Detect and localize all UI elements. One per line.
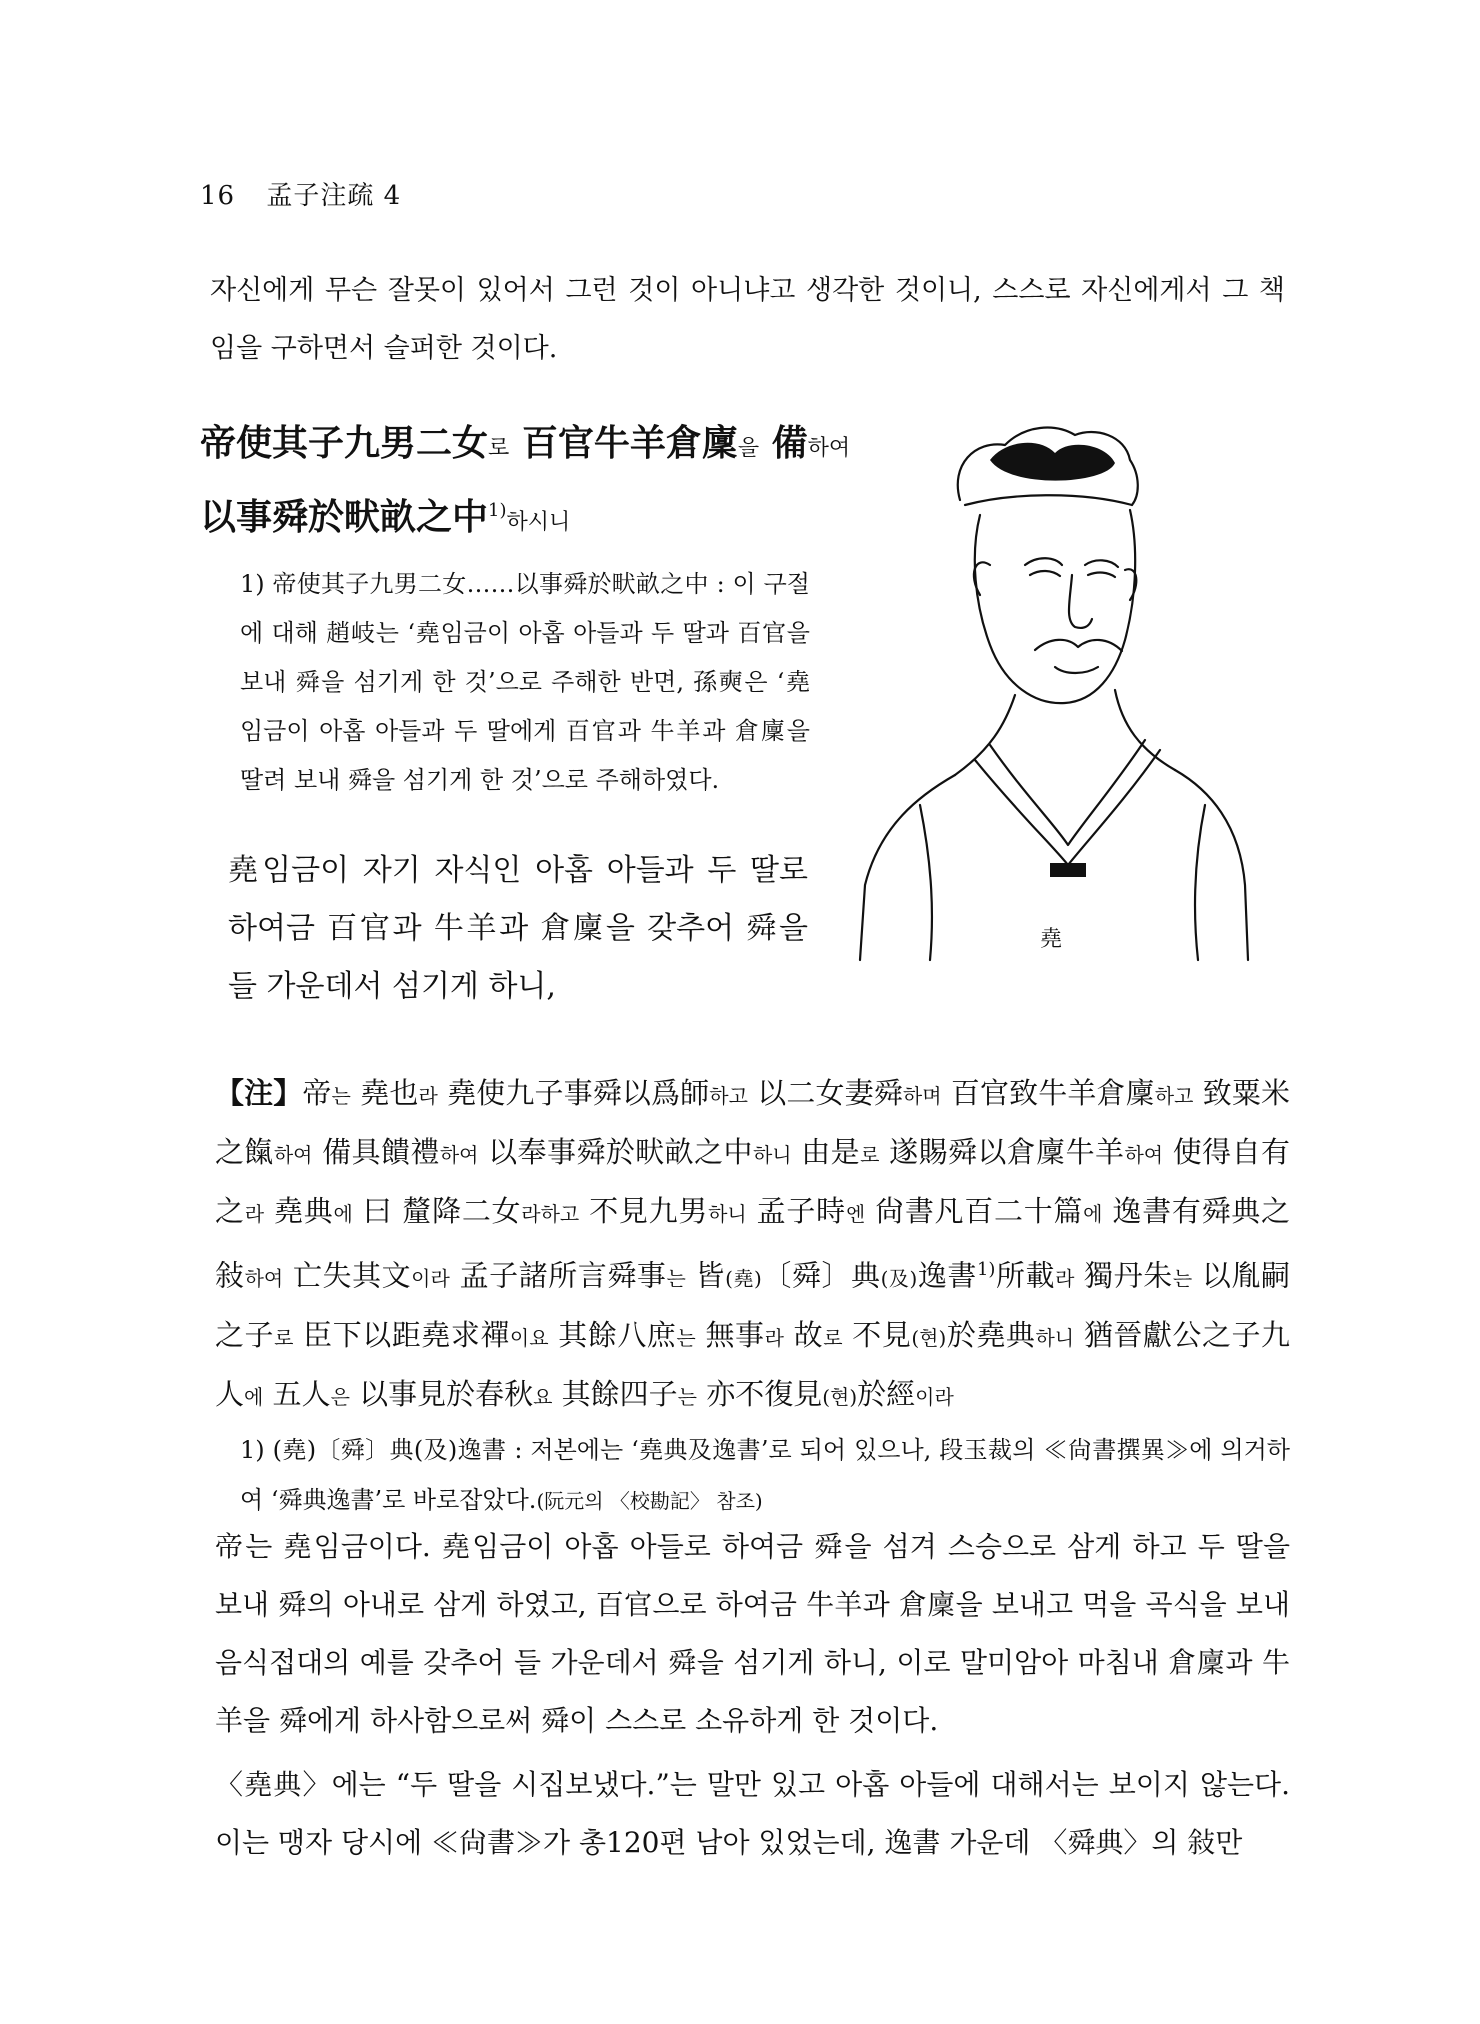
page-number: 16 [200,181,236,211]
note-text: 孟子諸所言舜事 [449,1258,667,1293]
footnote-marker: 1) [488,500,507,521]
note-particle: 하여 [1124,1143,1164,1167]
note-text: 致粟米之餼 [215,1076,1291,1169]
note-particle: (堯) [725,1266,762,1291]
note-text: 所載 [995,1258,1056,1293]
classic-hanja: 百官牛羊倉廩 [509,422,738,464]
classic-line-1 [200,412,851,480]
note-particle: 에 [1083,1202,1103,1226]
note-text: 堯也 [350,1076,419,1110]
note-text: 孟子時 [746,1194,846,1228]
note-text: 百官致牛羊倉廩 [941,1076,1155,1110]
note-text: 不見九男 [579,1194,709,1228]
note-text: 以二女妻舜 [747,1076,903,1110]
note-particle: 라 [764,1325,784,1350]
classic-hanja: 以事舜於畎畝之中 [200,496,489,538]
note-text: 無事 [695,1317,765,1352]
note-text: 其餘四子 [552,1376,678,1411]
note-particle: 로 [274,1325,294,1350]
footnote-marker: 1) [976,1259,996,1280]
note-text: 亦不復見 [696,1376,823,1411]
footnote-2-reference: (阮元의 〈校勘記〉 참조) [536,1489,763,1513]
note-particle: (及) [880,1266,918,1291]
note-particle: 는 [677,1384,697,1409]
note-text: 尙書凡百二十篇 [865,1194,1084,1228]
note-text: 其餘八庶 [548,1317,677,1352]
note-text: 以奉事舜於畎畝之中 [478,1135,753,1169]
classic-particle: 하여 [807,436,851,461]
note-text: 堯典 [264,1194,334,1228]
note-particle: 하여 [244,1266,284,1291]
note-text: 五人 [263,1376,331,1411]
note-text: 於經 [857,1376,916,1411]
note-particle: 는 [666,1266,686,1291]
note-particle: 요 [533,1384,553,1409]
note-text: 以事見於春秋 [349,1376,534,1411]
body-paragraph-2: 〈堯典〉에는 “두 딸을 시집보냈다.”는 말만 있고 아홉 아들에 대해서는 보이지 않는다. 이는 맹자 당시에 ≪尙書≫가 총120편 남아 있었는데, 逸書 가운데 〈舜典〉의 敍만 [215,1768,1290,1859]
note-particle: 는 [1172,1266,1193,1291]
note-particle: 하니 [708,1202,747,1226]
note-text: 於堯典 [946,1317,1036,1352]
portrait-caption: 堯 [1040,927,1063,952]
translation-paragraph: 堯임금이 자기 자식인 아홉 아들과 두 딸로 하여금 百官과 牛羊과 倉廩을 갖추어 舜을 들 가운데서 섬기게 하니, [228,853,808,1004]
classic-particle: 로 [488,436,510,461]
note-particle: (현) [911,1325,947,1350]
running-header [200,175,401,212]
note-text: 備具饋禮 [312,1135,440,1169]
note-particle: 로 [860,1143,880,1167]
note-text: 〔舜〕典 [761,1258,881,1293]
note-particle: 는 [331,1084,351,1108]
classic-hanja: 帝使其子九男二女 [200,422,489,464]
note-particle: 는 [676,1325,696,1350]
note-particle: 라 [244,1202,265,1226]
note-particle: 하여 [439,1143,479,1167]
note-particle: 하니 [752,1143,792,1167]
body-paragraph-1: 帝는 堯임금이다. 堯임금이 아홉 아들로 하여금 舜을 섬겨 스승으로 삼게 하고 두 딸을 보내 舜의 아내로 삼게 하였고, 百官으로 하여금 牛羊과 倉廩을 보내고 먹을 곡식을 보내 음식접대의 예를 갖추어 들 가운데서 舜을 섬기게 하니, 이로 말미암아 마침내 倉廩과 牛羊을 舜에게 하사함으로써 舜이 스스로 소유하게 한 것이다. [215,1530,1290,1737]
classic-particle: 하시니 [506,510,571,535]
note-particle: 에 [333,1202,353,1226]
note-particle: 하고 [709,1084,748,1108]
footnote-1: 1) 帝使其子九男二女……以事舜於畎畝之中 : 이 구절에 대해 趙岐는 ‘堯임금이 아홉 아들과 두 딸과 百官을 보내 舜을 섬기게 한 것’으로 주해한 반면, 孫奭은 ‘堯임금이 아홉 아들과 두 딸에게 百官과 牛羊과 倉廩을 딸려 보내 舜을 섬기게 한 것’으로 주해하였다. [240,570,810,794]
classic-particle: 을 [737,436,760,461]
note-particle: (현) [822,1384,858,1409]
note-text: 逸書有舜典之敍 [215,1194,1291,1293]
note-text: 亡失其文 [283,1258,412,1293]
commentary-note [215,1065,1290,1425]
note-text: 逸書 [917,1258,977,1293]
note-particle: 라 [418,1084,438,1108]
note-particle: 엔 [845,1202,866,1226]
note-particle: 에 [244,1384,264,1409]
note-particle: 이라 [411,1266,450,1291]
note-text: 曰 釐降二女 [352,1194,522,1228]
note-particle: 로 [823,1325,843,1350]
classic-line-2 [200,480,840,554]
classic-hanja: 備 [759,422,808,464]
note-text: 由是 [791,1135,861,1169]
note-text: 故 [783,1317,824,1352]
book-title: 孟子注疏 4 [266,181,402,211]
note-text: 帝 [302,1076,332,1110]
note-text: 獨丹朱 [1074,1258,1173,1293]
note-tag: 【注】 [215,1076,303,1110]
note-particle: 이요 [509,1325,549,1350]
note-particle: 하고 [1154,1084,1194,1108]
emperor-yao-portrait [840,405,1260,965]
note-particle: 라 [1055,1266,1075,1291]
note-particle: 이라 [915,1384,954,1409]
intro-paragraph: 자신에게 무슨 잘못이 있어서 그런 것이 아니냐고 생각한 것이니, 스스로 자신에게서 그 책임을 구하면서 슬퍼한 것이다. [210,275,1285,364]
classic-text [200,412,851,554]
note-particle: 라하고 [521,1202,580,1226]
note-text: 以胤嗣之子 [215,1258,1291,1352]
note-text: 堯使九子事舜以爲師 [437,1076,710,1110]
note-text: 遂賜舜以倉廩牛羊 [879,1135,1125,1169]
note-particle: 하여 [273,1143,313,1167]
note-particle: 은 [330,1384,350,1409]
note-text: 不見 [842,1317,912,1352]
note-text: 臣下以距堯求禪 [293,1317,510,1352]
note-text: 使得自有之 [215,1135,1291,1228]
note-particle: 하니 [1035,1325,1075,1350]
note-text: 猶晉獻公之子九人 [215,1317,1291,1411]
footnote-2-text: 1) (堯)〔舜〕典(及)逸書 : 저본에는 ‘堯典及逸書’로 되어 있으나, 段玉裁의 ≪尙書撰異≫에 의거하여 ‘舜典逸書’로 바로잡았다. [240,1436,1290,1514]
note-text: 皆 [685,1258,726,1293]
note-particle: 하며 [902,1084,942,1108]
footnote-2 [240,1425,1290,1526]
